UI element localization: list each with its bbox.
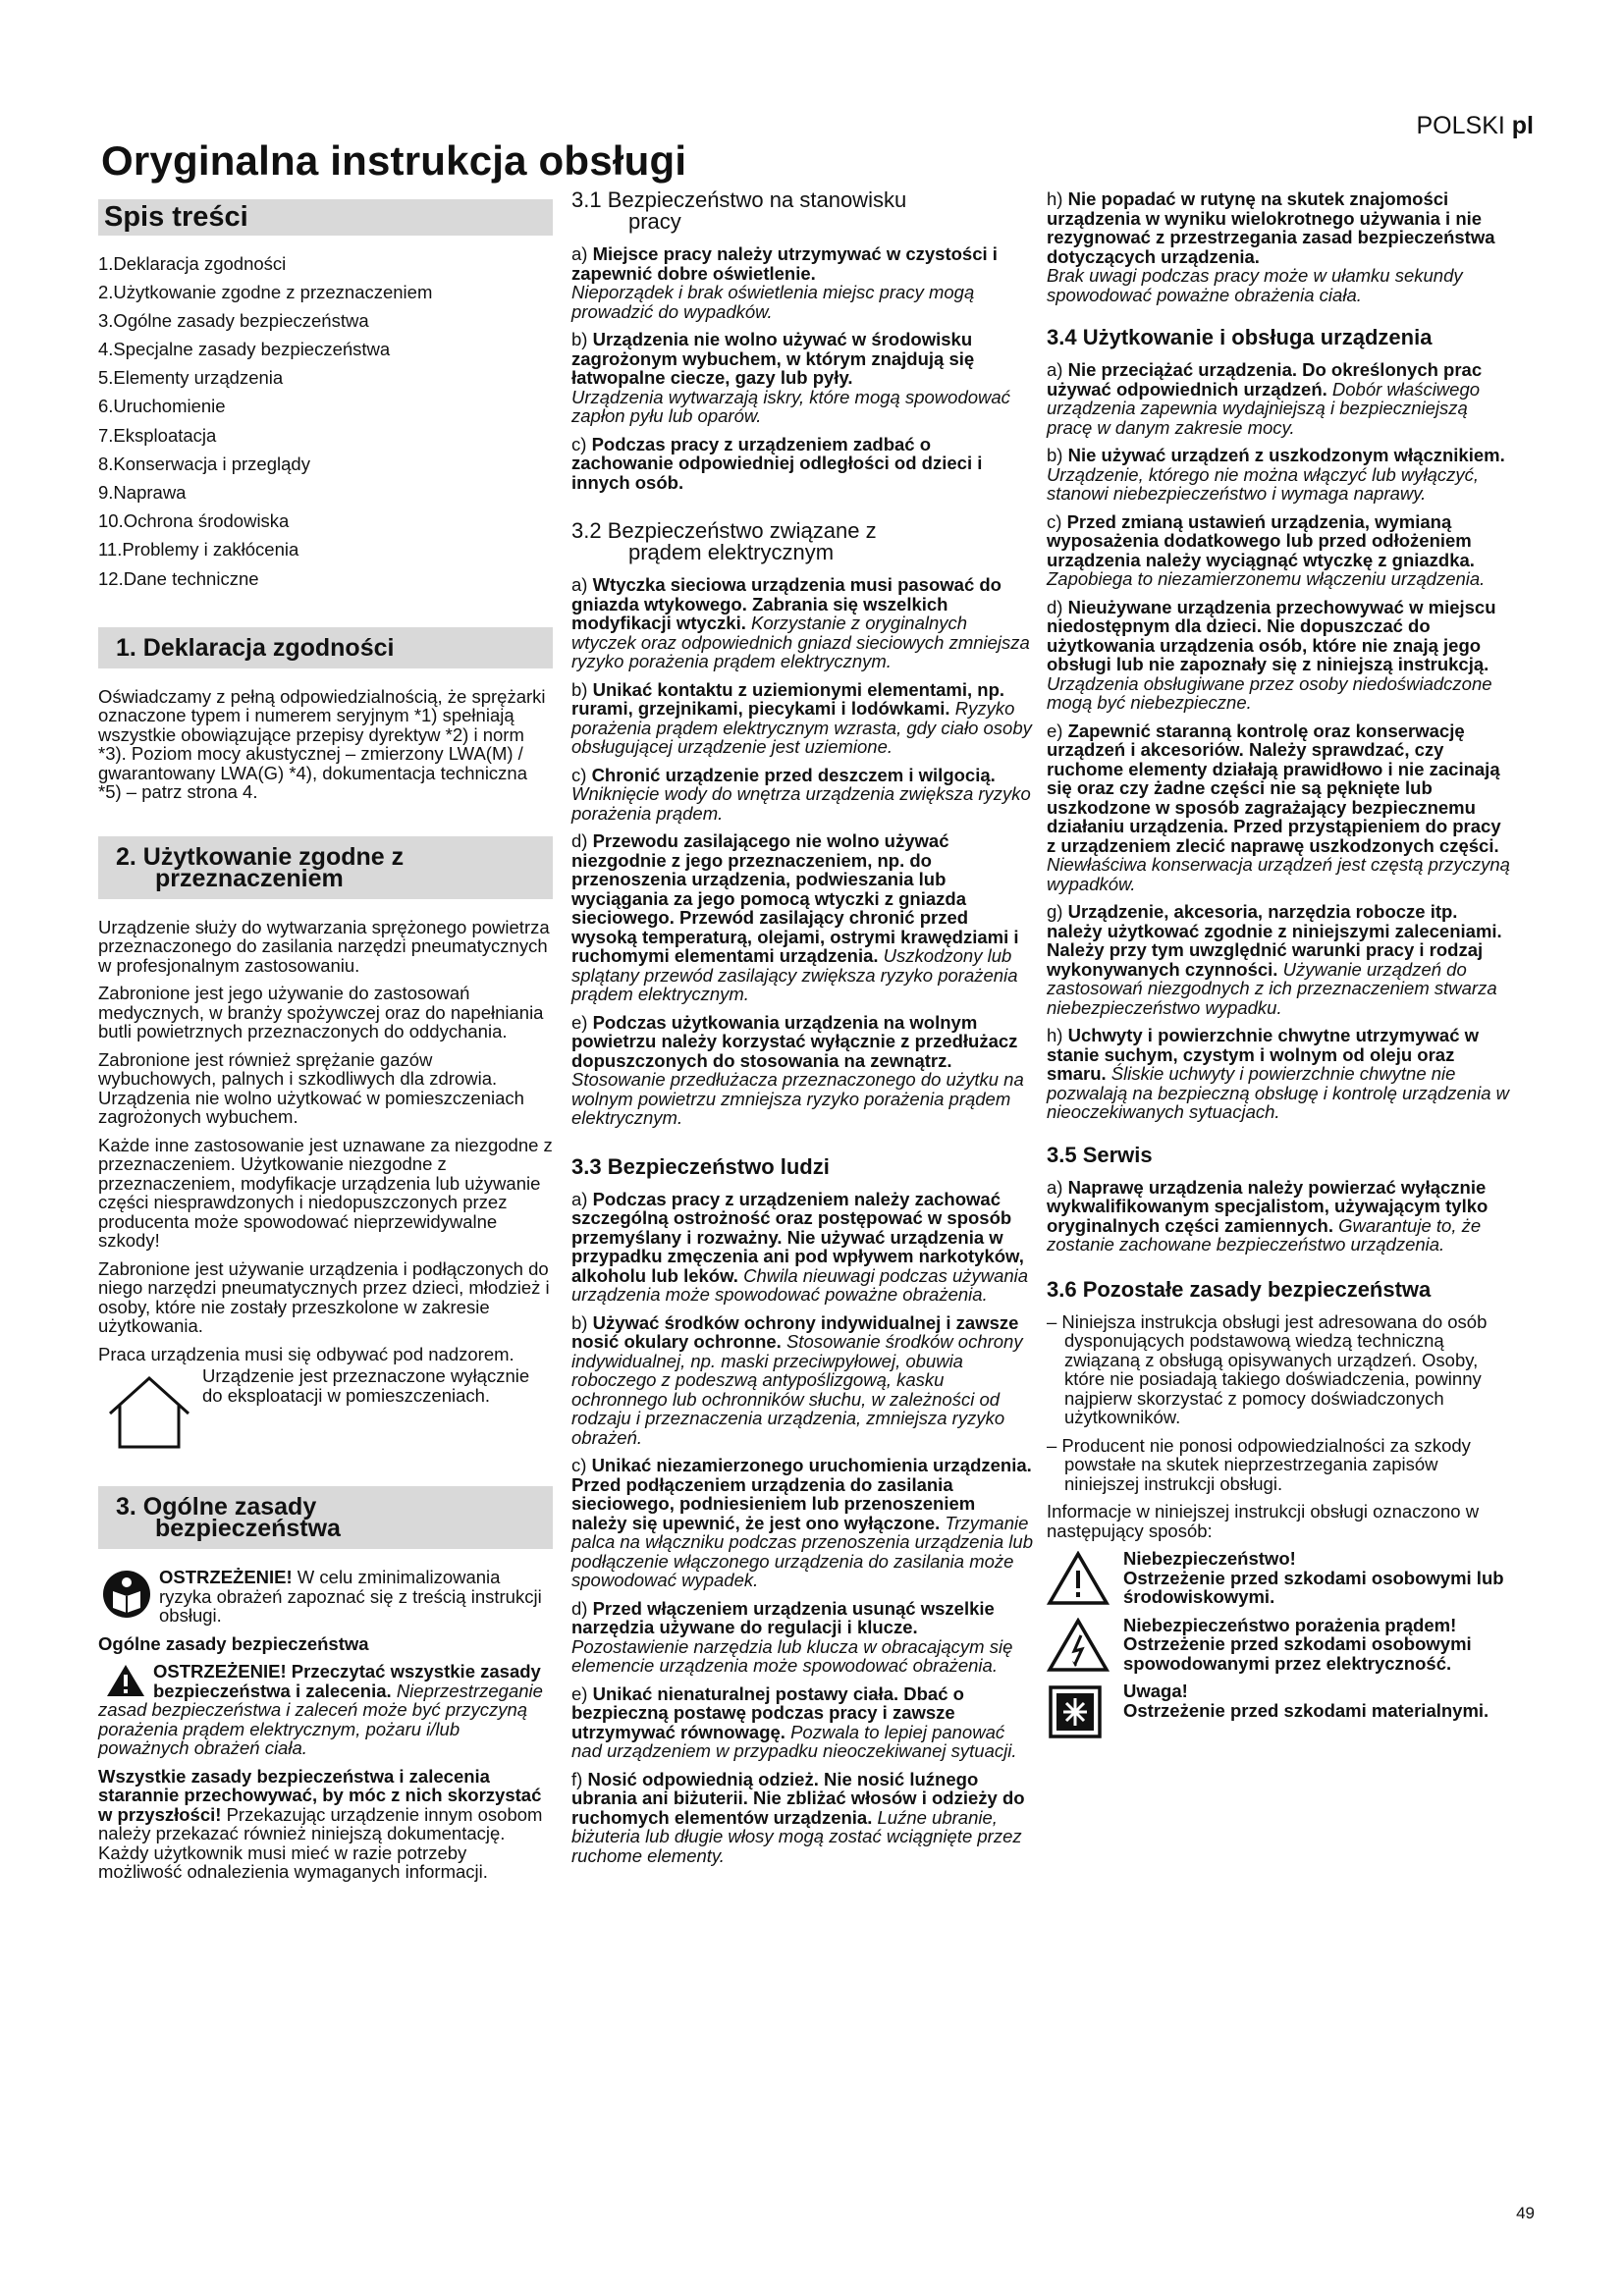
section-3-heading: 3. Ogólne zasady bezpieczeństwa: [98, 1486, 553, 1549]
s32-a: a) Wtyczka sieciowa urządzenia musi pasować do gniazda wtykowego. Zabrania się wszelkich modyfikacji wtyczki. Korzystanie z oryginalnych wtyczek oraz odpowiednich gniazd sieciowych zmniejsza ryzyko porażenia prądem elektrycznym.: [571, 574, 1030, 671]
s3-keep: Wszystkie zasady bezpieczeństwa i zalecenia starannie przechowywać, by móc z nich skorzystać w przyszłości! Przekazując urządzenie innym osobom należy przekazać również niniejszą dokumentację. Każdy użytkownik musi mieć w razie potrzeby możliwość odnalezienia wymaganych informacji.: [98, 1765, 543, 1883]
s31-c: c) Podczas pracy z urządzeniem zadbać o zachowanie odpowiedniej odległości od dzieci i innych osób.: [571, 433, 983, 493]
s2-p1: Urządzenie służy do wytwarzania sprężonego powietrza przeznaczonego do zasilania narzędzi pneumatycznych w profesjonalnym zastosowaniu.: [98, 916, 550, 976]
s33-b: b) Używać środków ochrony indywidualnej i zawsze nosić okulary ochronne. Stosowanie środków ochrony indywidualnej, np. maski przeciwpyłowej, obuwia roboczego z podeszwą antypoślizgową, kasku ochronnego lub ochronników słuchu, w zależności od rodzaju i przeznaczenia urządzenia, zmniejsza ryzyko obrażeń.: [571, 1311, 1023, 1448]
toc-item: 8.Konserwacja i przeglądy: [98, 453, 310, 474]
read-manual-icon: [102, 1570, 151, 1619]
s33-a: a) Podczas pracy z urządzeniem należy zachować szczególną ostrożność oraz postępować w sposób przemyślany i rozważny. Nie używać urządzenia w przypadku zmęczenia ani pod wpływem narkotyków, alkoholu lub leków. Chwila nieuwagi podczas używania urządzenia może spowodować poważne obrażenia.: [571, 1188, 1029, 1305]
s36-info: Informacje w niniejszej instrukcji obsługi oznaczono w następujący sposób:: [1047, 1501, 1480, 1541]
warning-icon: [106, 1664, 145, 1697]
s2-p5: Zabronione jest używanie urządzenia i podłączonych do niego narzędzi pneumatycznych przez dzieci, młodzież i osoby, które nie zostały przeszkolone w zakresie użytkowania.: [98, 1257, 550, 1337]
column-3: [1047, 189, 1510, 1738]
toc-item: 5.Elementy urządzenia: [98, 367, 284, 389]
s31-a: a) Miejsce pracy należy utrzymywać w czystości i zapewnić dobre oświetlenie. Nieporządek i brak oświetlenia miejsc pracy mogą prowadzić do wypadków.: [571, 243, 998, 322]
indoor-text: Urządzenie jest przeznaczone wyłącznie do eksploatacji w pomieszczeniach.: [202, 1365, 530, 1406]
s2-p2: Zabronione jest jego używanie do zastosowań medycznych, w branży spożywczej oraz do napełniania butli powietrznych przeznaczonych do oddychania.: [98, 983, 544, 1042]
s35-a: a) Naprawę urządzenia należy powierzać wyłącznie wykwalifikowanym specjalistom, używającym tylko oryginalnych części zamiennych. Gwarantuje to, że zostanie zachowane bezpieczeństwo urządzenia.: [1047, 1176, 1489, 1255]
s2-p4: Każde inne zastosowanie jest uznawane za niezgodne z przeznaczeniem. Użytkowanie niezgodne z przeznaczeniem, modyfikacje urządzenia lub używanie części niesprawdzonych i niedopuszczonych przez producenta może spowodować nieprzewidywalne szkody!: [98, 1134, 553, 1252]
s34-a: a) Nie przeciążać urządzenia. Do określonych prac używać odpowiednich urządzeń. Dobór właściwego urządzenia zapewnia wydajniejszą i bezpieczniejszą pracę w danym zakresie mocy.: [1047, 359, 1483, 438]
read-manual-warning: OSTRZEŻENIE! W celu zminimalizowania ryzyka obrażeń zapoznać się z treścią instrukcji obsługi.: [98, 1568, 553, 1634]
s32-e: e) Podczas użytkowania urządzenia na wolnym powietrzu należy korzystać wyłącznie z przedłużacz dopuszczonych do stosowania na zewnątrz. Stosowanie przedłużacza przeznaczonego do użytku na wolnym powietrzu zmniejsza ryzyko porażenia prądem elektrycznym.: [571, 1011, 1024, 1128]
s34-h: h) Uchwyty i powierzchnie chwytne utrzymywać w stanie suchym, czystym i wolnym od oleju oraz smaru. Śliskie uchwyty i powierzchnie chwytne nie pozwalają na bezpieczną obsługę i kontrolę urządzenia w nieoczekiwanych sytuacjach.: [1047, 1025, 1510, 1122]
toc-item: 4.Specjalne zasady bezpieczeństwa: [98, 339, 391, 360]
section-3-3-heading: 3.3 Bezpieczeństwo ludzi: [571, 1153, 830, 1179]
s3-warn2: OSTRZEŻENIE! Przeczytać wszystkie zasady bezpieczeństwa i zalecenia. Nieprzestrzeganie zasad bezpieczeństwa i zaleceń może być przyczyną porażenia prądem elektrycznym, pożaru i/lub poważnych obrażeń ciała.: [98, 1661, 543, 1759]
s34-b: b) Nie używać urządzeń z uszkodzonym włącznikiem. Urządzenie, którego nie można włączyć lub wyłączyć, stanowi niebezpieczeństwo i wymaga naprawy.: [1047, 445, 1505, 504]
toc-item: 1.Deklaracja zgodności: [98, 252, 287, 274]
section-3-5-heading: 3.5 Serwis: [1047, 1142, 1153, 1167]
s2-p6: Praca urządzenia musi się odbywać pod nadzorem.: [98, 1343, 514, 1364]
toc-item: 6.Uruchomienie: [98, 396, 226, 417]
s34-c: c) Przed zmianą ustawień urządzenia, wymianą wyposażenia dodatkowego lub przed odłożeniem urządzenia należy wyciągnąć wtyczkę z gniazdka. Zapobiega to niezamierzonemu włączeniu urządzenia.: [1047, 510, 1486, 589]
electric-hazard-icon: [1047, 1618, 1110, 1673]
table-of-contents: [98, 254, 553, 588]
toc-item: 9.Naprawa: [98, 482, 187, 503]
column-2: [571, 189, 1033, 1874]
toc-item: 2.Użytkowanie zgodne z przeznaczeniem: [98, 281, 433, 302]
house-icon: [104, 1374, 194, 1451]
s33-h: h) Nie popadać w rutynę na skutek znajomości urządzenia w wyniku wielokrotnego używania i nie rezygnować z przestrzegania zasad bezpieczeństwa dotyczących urządzenia. Brak uwagi podczas pracy może w ułamku sekundy spowodować poważne obrażenia ciała.: [1047, 188, 1495, 305]
section-1-heading: 1. Deklaracja zgodności: [98, 627, 553, 668]
caution-square-icon: [1047, 1685, 1106, 1738]
section-3-1-heading: 3.1 Bezpieczeństwo na stanowisku pracy: [571, 187, 907, 234]
toc-item: 10.Ochrona środowiska: [98, 510, 290, 532]
danger-legend: Niebezpieczeństwo! Ostrzeżenie przed szkodami osobowymi lub środowiskowymi.: [1047, 1549, 1510, 1616]
s32-b: b) Unikać kontaktu z uziemionymi elementami, np. rurami, grzejnikami, piecykami i lodówkami. Ryzyko porażenia prądem elektrycznym wzrasta, gdy ciało osoby obsługującej urządzenie jest uziemione.: [571, 678, 1032, 757]
s33-f: f) Nosić odpowiednią odzież. Nie nosić luźnego ubrania ani biżuterii. Nie zbliżać włosów i odzieży do ruchomych elementów urządzenia. Luźne ubranie, biżuteria lub długie włosy mogą zostać wciągnięte przez ruchome elementy.: [571, 1768, 1025, 1866]
s33-c: c) Unikać niezamierzonego uruchomienia urządzenia. Przed podłączeniem urządzenia do zasilania sieciowego, podniesieniem lub przenoszeniem należy się upewnić, że jest ono wyłączone. Trzymanie palca na włączniku podczas przenoszenia urządzenia lub podłączenie włączonego urządzenia do zasilania może spowodować wypadek.: [571, 1455, 1033, 1590]
s31-b: b) Urządzenia nie wolno używać w środowisku zagrożonym wybuchem, w którym znajdują się łatwopalne ciecze, gazy lub pyły. Urządzenia wytwarzają iskry, które mogą spowodować zapłon pyłu lub oparów.: [571, 329, 1010, 426]
s32-d: d) Przewodu zasilającego nie wolno używać niezgodnie z jego przeznaczeniem, np. do przenoszenia urządzenia, podwieszania lub wyciągania za jego pomocą wtyczki z gniazda sieciowego. Przewód zasilający chronić przed wysoką temperaturą, olejami, ostrymi krawędziami i ruchomymi elementami urządzenia. Uszkodzony lub splątany przewód zasilający zwiększa ryzyko porażenia prądem elektrycznym.: [571, 830, 1019, 1004]
s36-dash-1: – Niniejsza instrukcja obsługi jest adresowana do osób dysponujących podstawową wiedzą techniczną związaną z obsługą opisywanych urządzeń. Osoby, które nie posiadają takiego doświadczenia, powinny najpierw skorzystać z pomocy doświadczonych użytkowników.: [1047, 1310, 1488, 1427]
caution-legend: Uwaga! Ostrzeżenie przed szkodami materialnymi.: [1047, 1682, 1510, 1738]
section-2-heading: 2. Użytkowanie zgodne z przeznaczeniem: [98, 836, 553, 899]
indoor-use-note: [98, 1366, 553, 1451]
toc-item: 12.Dane techniczne: [98, 567, 259, 589]
s2-p3: Zabronione jest również sprężanie gazów wybuchowych, palnych i szkodliwych dla zdrowia. Urządzenia nie wolno użytkować w pomieszczeniach zagrożonych wybuchem.: [98, 1048, 524, 1128]
section-3-6-heading: 3.6 Pozostałe zasady bezpieczeństwa: [1047, 1276, 1432, 1302]
column-1: [98, 199, 553, 1891]
danger-triangle-icon: [1047, 1551, 1110, 1606]
toc-heading: Spis treści: [98, 199, 553, 236]
page-title: Oryginalna instrukcja obsługi: [101, 137, 687, 184]
section-3-4-heading: 3.4 Użytkowanie i obsługa urządzenia: [1047, 325, 1433, 349]
s34-e: e) Zapewnić staranną kontrolę oraz konserwację urządzeń i akcesoriów. Należy sprawdzać, czy ruchome elementy działają prawidłowo i nie zacinają się oraz czy żadne części nie są pęknięte lub uszkodzone w sposób zagrażający bezpiecznemu działaniu urządzenia. Przed przystąpieniem do pracy z urządzeniem zlecić naprawę uszkodzonych części. Niewłaściwa konserwacja urządzeń jest częstą przyczyną wypadków.: [1047, 720, 1510, 894]
toc-item: 3.Ogólne zasady bezpieczeństwa: [98, 309, 369, 331]
s34-g: g) Urządzenie, akcesoria, narzędzia robocze itp. należy użytkować zgodnie z niniejszymi zaleceniami. Należy przy tym uwzględnić warunki pracy i rodzaj wykonywanych czynności. Używanie urządzeń do zastosowań niezgodnych z ich przeznaczeniem stwarza niebezpieczeństwo wypadku.: [1047, 901, 1502, 1018]
s33-d: d) Przed włączeniem urządzenia usunąć wszelkie narzędzia używane do regulacji i klucze. Pozostawienie narzędzia lub klucza w obracającym się elemencie urządzenia może spowodować obrażenia.: [571, 1597, 1013, 1676]
toc-item: 11.Problemy i zakłócenia: [98, 539, 299, 561]
section-3-2-heading: 3.2 Bezpieczeństwo związane z prądem elektrycznym: [571, 518, 877, 564]
s33-e: e) Unikać nienaturalnej postawy ciała. Dbać o bezpieczną postawę podczas pracy i zawsze utrzymywać równowagę. Pozwala to lepiej panować nad urządzeniem w przypadku nieoczekiwanej sytuacji.: [571, 1682, 1017, 1761]
electric-legend: Niebezpieczeństwo porażenia prądem! Ostrzeżenie przed szkodami osobowymi spowodowanymi przez elektryczność.: [1047, 1616, 1510, 1682]
language-label: POLSKI pl: [1416, 112, 1534, 139]
page-number: 49: [1516, 2204, 1535, 2222]
s1-text: Oświadczamy z pełną odpowiedzialnością, że sprężarki oznaczone typem i numerem seryjnym *1) spełniają wszystkie obowiązujące przepisy dyrektyw *2) i norm *3). Poziom mocy akustycznej – zmierzony LWA(M) / gwarantowany LWA(G) *4), dokumentacja techniczna *5) – patrz strona 4.: [98, 685, 546, 803]
s36-dash-2: – Producent nie ponosi odpowiedzialności za szkody powstałe na skutek nieprzestrzegania zapisów niniejszej instrukcji obsługi.: [1047, 1434, 1471, 1494]
general-safety-heading: Ogólne zasady bezpieczeństwa: [98, 1632, 369, 1654]
toc-item: 7.Eksploatacja: [98, 424, 217, 446]
s34-d: d) Nieużywane urządzenia przechowywać w miejscu niedostępnym dla dzieci. Nie dopuszczać do użytkowania urządzenia osób, które nie znają jego obsługi lub nie zapoznały się z niniejszą instrukcją. Urządzenia obsługiwane przez osoby niedoświadczone mogą być niebezpieczne.: [1047, 596, 1496, 713]
s32-c: c) Chronić urządzenie przed deszczem i wilgocią. Wniknięcie wody do wnętrza urządzenia zwiększa ryzyko porażenia prądem.: [571, 764, 1031, 824]
